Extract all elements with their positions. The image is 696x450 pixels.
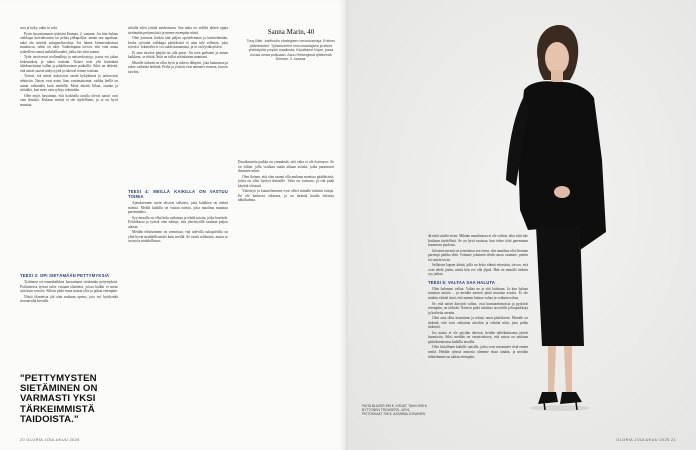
body-paragraph: sota ja kyky, onko se soki. [20,26,58,30]
body-paragraph: Pyrin kasvattamaan tytärtäni Emmaa, 2, samaan. Jos hän haluaa vaikkapa kaivinkoneen tai pelata jalkapalloa, annan sen tapahtua, enkä ala miettiä sukupuolirooleja. Jos hänen kiinnostuksensa muuttuvat, sekin on okei. Vanhempana toivon, että voin antaa tytärelleni samat mahdollisuudet, jotka itse olen saanut. [20,31,118,54]
body-paragraph: Jos naisia ei ole pöydän ääressä, heidän näkökulmansa jäävät huomiotta. Siksi meidän on varmistettava, että naisia on mukana päätöksenteossa kaikilla tasoilla. [428,330,528,344]
body-paragraph: Niistä tilanteista jää aina mukaan opetus, jota voi hyödyntää seuraavalla kerralla. [20,294,118,304]
article-column-3 [238,160,334,424]
body-paragraph: sokalla eden yrittää medesetaan. Sen takia on tedella tärkeä oppia sietämään pettymyksiä ja menee eteenpäin niistä. [128,26,228,35]
body-paragraph: Minulle tärkeää on ollut hyvä ja tukeva lähipiiri, joka kannustaa ja tukee vaikeina hetkinä. Perhe ja ystävät ovat antaneet voimaa, kun on tarvittu. [128,60,228,74]
body-paragraph: Toivon, etä naiset uskoisivat omiin kykyihinsä ja tarttuisivat tehtäviin. Naiset ovat usein liian vaatimattomia, vaikka heillä on samat valmiudet kuin miehillä. Moni miettii liikaa, osaako ja riittääkö, kun mies vain ryhtyy tekemään. [20,74,118,93]
body-paragraph: dä niitä sisältö eteen. Mikään maailmassa ei ole valmis, eikä siitä tule koskaan täydellistä. Se on hyvä muistaa, kun tekee töitä paremman huomisen puolesta. [428,234,528,248]
body-paragraph: Olen myös havainnut, että korkealla tasolla olevat naiset ovat vain ihmisiä. Kukaan meistä ei ole täydellinen, ja se on hyvä muistaa. [20,93,118,107]
body-paragraph: Jokaisen meistä on toimittava sen eteen, että maailma olisi hieman parempi paikka elää. Voimme jokainen tehdä oman osamme, pienin tai suurin teoin. [428,248,528,262]
article-column-2-lower [128,186,228,426]
page-folio-right: GLORIA JOULUKUU 2025 21 [616,438,676,442]
article-column-2 [128,26,228,186]
body-paragraph: Meidän tehtävämme on varmistaa, että tulevilla sukupolvilla on yhtä hyvät mahdollisuudet kuin meillä. Se vaatii rohkeutta, mutta se on myös mahdollisuus. [128,230,228,244]
body-paragraph: Ajatuksemme usein olisivat sellaisia, joita kaikkien on tärkeä miettiä. Meillä kaikilla on vastuu toimia, jotta maailma muuttuu paremmaksi. [128,201,228,215]
body-paragraph: Se, että naiset kärsivät vallan, ovat kunnianhimoisia ja pyrkivät eteenpäin, on tärkeää. Naisten pitää uskaltaa tavoitella johtopaikkoja ja korkeita asemia. [428,301,528,315]
body-paragraph: Yhteistyö ja kuunteleminen ovat olleet minulle tärkeitä taitoja. En ole kaikessa oikeassa, ja on tärkeää kuulla erilaisia näkökulmia. [238,189,334,203]
article-column-1 [20,26,118,232]
pull-quote: "PETTYMYSTEN SIETÄMINEN ON VARMASTI YKSI TÄRKEIMMISTÄ TAIDOISTA." [20,373,98,425]
body-paragraph: Olen halunnut valtaa. Valtaa ne ja sitä halutaan. Ja kun haluaa muuttaa asioita – ja meidän naisten pitää muuttaa asioita. Ei ole mitään väärää siinä, että nainen haluaa valtaa ja vaikutusvaltaa. [428,286,528,301]
body-paragraph: Olen aina ollut itsenäinen ja tehnyt omat päätökseni. Minulle on tärkeää, että voin vaikuttaa asioihin ja edistää niitä, joita pidän tärkeinä. [428,316,528,330]
page-folio-left: 20 GLORIA JOULUKUU 2025 [20,438,80,442]
body-paragraph: Sellaisen lapsen äitinä, jolla on koko elämä edessään, toivon, että voin tehdä jotain, mistä hän voi olla ylpeä. Hän on minulle tärkein syy jatkaa. [428,263,528,277]
section-heading-thesis-4: TEESI 4: MEILLÄ KAIKILLA ON VASTUU TOIMIA [128,189,228,199]
section-heading-thesis-3: TEESI 3: OPI SIETÄMÄÄN PETTYMYKSIÄ [20,273,110,278]
article-column-right [428,234,528,430]
body-paragraph: Tyttöinen on ennenkaikkea kasvattanut sietämään pettymyksiä. Poliittisessa työssä tulee vastaan tilanteita, joissa kaikki ei mene niin kuin toivoisi. Silloin pitää osata nousta ylös ja jatkaa eteenpäin. [20,280,118,294]
body-paragraph: Olen kiitollinen kaikille naisille, jotka ovat raivanneet tietä ennen meitä. Heidän työnsä ansiosta olemme tässä tänään, ja meidän tehtävämme on jatkaa eteenpäin. [428,345,528,359]
body-paragraph: Ei aina tarvitse pärjätä tai olla paras. Jos teen parhaani ja annan kaikkeni, se riittää. Siitä on tullut eräänlainen mantrani. [128,50,228,60]
section-heading-thesis-5: TEESI 5: VALTAA SAA HALUTA [428,279,496,285]
photo-caption: PAITA BLAZER 499 €, KIRJAT, TAKKI 695 €, BYTTONEN TROUSERS, 420 €, PISTOKKAAT 795 €, AZARIMA JOKAINEN [362,404,428,417]
article-column-1-lower [20,270,118,366]
body-paragraph: Syy minulla on ollut halu vaikuttaa ja tehdä asioita, jotka kestävät. Politiikassa ja työssä olen nähnyt, että yhteistyöllä saadaan paljon aikaan. [128,215,228,229]
profile-box [246,28,336,62]
profile-name: Sanna Marin, 40 [267,28,315,36]
profile-description: Tony Blair -instituutin strategisen neuvonantaja. Entinen pääministeri. Työskentelee neuvonantajana ja tekee yhteistyötä ympäri maailmaa. Kirjoittanut kirjan, jossa kuvaa omaa polkuaan. Asuu Helsingissä tyttärensä Emman, 2, kanssa. [246,39,336,62]
body-paragraph: Tytöt tarvitsevat roolimalleja ja naisverkostoja, joissa voi jakaa kokemuksia ja tukea toisiaan. Naiset ovat yhä kuitenkin aliedustettuina vallan ja päätöksenteon paikoilla. Siksi on tärkeää, että naiset saavat näkyvyyttä ja tukevat toinen toisiaan. [20,55,118,73]
body-paragraph: Olen joutunut itsekin tätä paljon opettelemaan ja käsittelemään, koska työssäni vaikkapa päätöksistä ei aina tule sellaisia, joita toivoisi. Jokaiselta ei voi saada kannatusta, ja se on hyväksyttävä. [128,36,228,50]
body-paragraph: Etuoikeutettu paikka on ymmärtää, että valta ei ole itseisarvo. Se on väline, jolla voidaan saada aikaan asioita, jotka parantavat ihmisten arkea. [238,160,334,174]
right-page [348,0,696,450]
body-paragraph: Olen iloinen, että olen saanut olla mukana monissa päätöksissä, joista on ollut hyötyä ihmisille. Valta on vastuuta, ja sitä pitää käyttää viisaasti. [238,174,334,188]
